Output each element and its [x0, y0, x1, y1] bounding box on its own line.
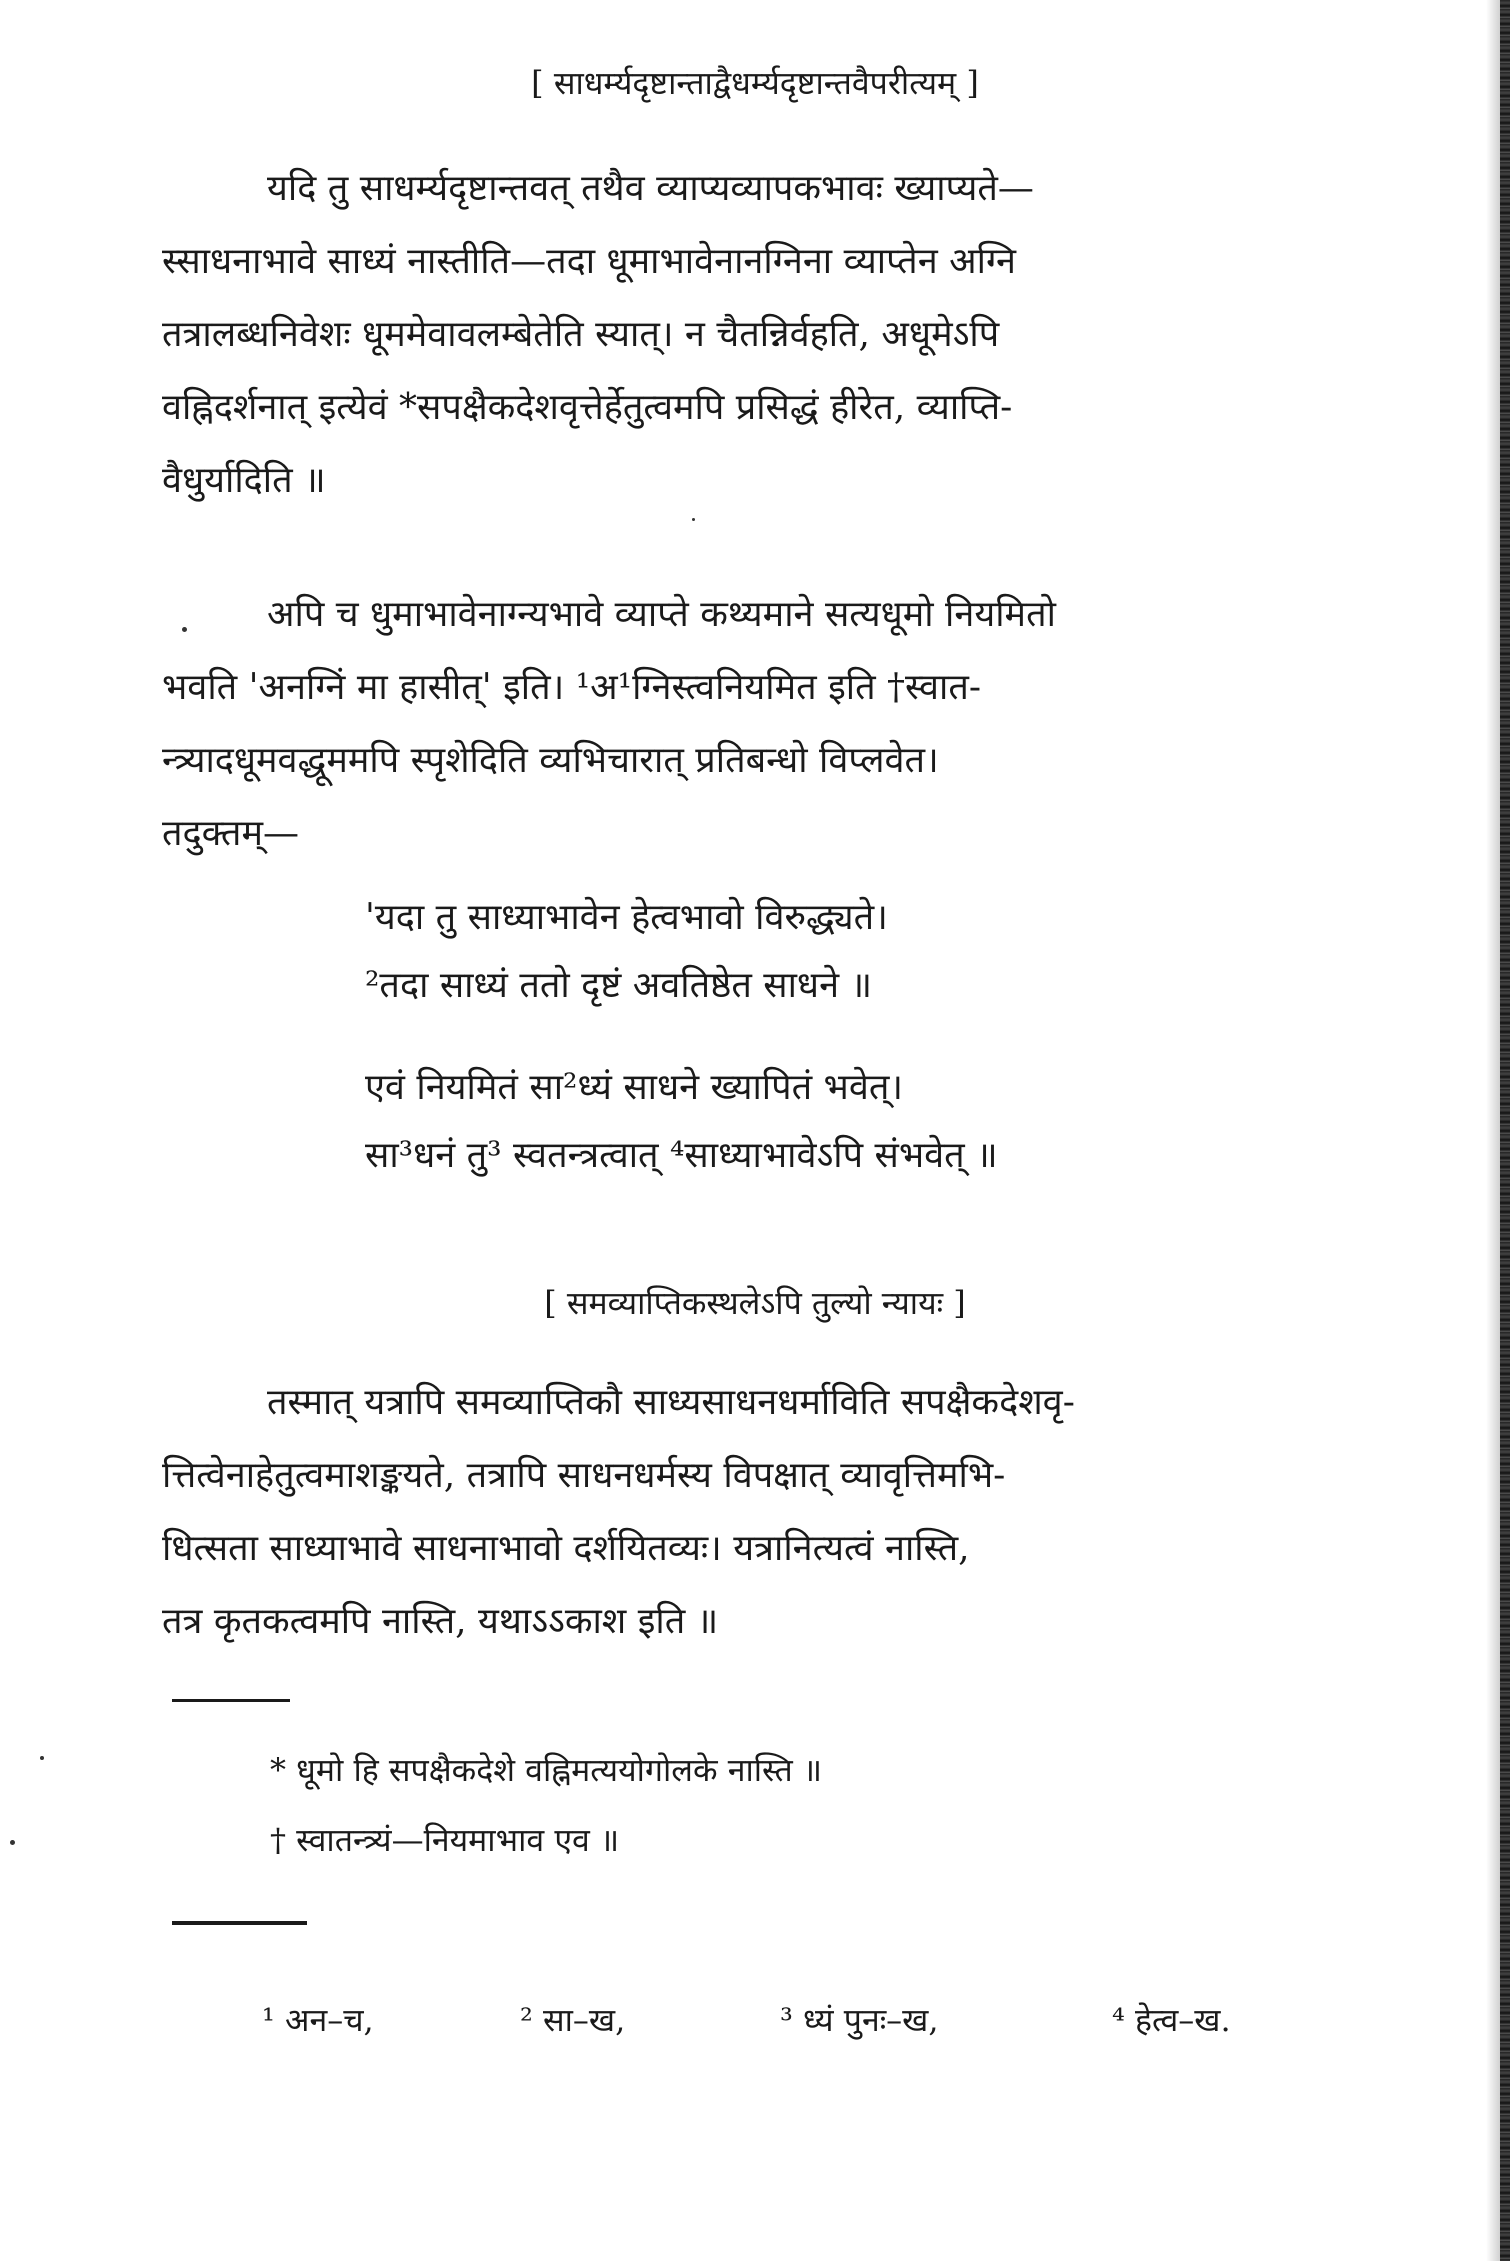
paragraph-2	[162, 578, 1390, 870]
section-heading-1: [ साधर्म्यदृष्टान्ताद्वैधर्म्यदृष्टान्तवैपरीत्यम् ]	[531, 64, 979, 102]
verse-line: ²तदा साध्यं ततो दृष्टं अवतिष्ठेत साधने ॥	[365, 965, 873, 1006]
scan-speck	[40, 1756, 44, 1760]
paragraph-2-line: अपि च धुमाभावेनाग्न्यभावे व्याप्ते कथ्यमाने सत्यधूमो नियमितो	[267, 594, 1056, 635]
paragraph-3-line: तत्र कृतकत्वमपि नास्ति, यथाऽऽकाश इति ॥	[162, 1601, 719, 1642]
variant-reading: ⁴ हेत्व–ख.	[1112, 2001, 1231, 2039]
paragraph-2-line: भवति 'अनग्निं मा हासीत्' इति। ¹अ¹ग्निस्त्वनियमित इति †स्वात-	[162, 667, 982, 708]
verse-line: 'यदा तु साध्याभावेन हेत्वभावो विरुद्ध्यते।	[365, 897, 888, 938]
paragraph-2-line: न्त्र्यादधूमवद्धूममपि स्पृशेदिति व्यभिचारात् प्रतिबन्धो विप्लवेत।	[162, 740, 939, 781]
page-spine-shadow	[1486, 0, 1500, 2261]
paragraph-3-line: तस्मात् यत्रापि समव्याप्तिकौ साध्यसाधनधर्माविति सपक्षैकदेशवृ-	[267, 1382, 1075, 1423]
paragraph-1-line: वह्निदर्शनात् इत्येवं *सपक्षैकदेशवृत्तेर्हेतुत्वमपि प्रसिद्धं हीरेत, व्याप्ति-	[162, 387, 1013, 428]
verse-block-1	[365, 884, 1265, 1020]
variant-reading: ¹ अन–च,	[262, 2001, 374, 2039]
scan-speck	[182, 627, 187, 632]
paragraph-3-line: त्तित्वेनाहेतुत्वमाशङ्कयते, तत्रापि साधनधर्मस्य विपक्षात् व्यावृत्तिमभि-	[162, 1455, 1006, 1496]
paragraph-2-line: तदुक्तम्—	[162, 813, 299, 854]
paragraph-1	[162, 152, 1390, 517]
scan-speck	[692, 518, 695, 521]
paragraph-1-line: यदि तु साधर्म्यदृष्टान्तवत् तथैव व्याप्यव्यापकभावः ख्याप्यते—	[267, 168, 1034, 209]
verse-block-2	[365, 1054, 1265, 1190]
verse-line: एवं नियमितं सा²ध्यं साधने ख्यापितं भवेत्।	[365, 1067, 904, 1108]
variants-separator	[172, 1921, 307, 1925]
paragraph-1-line: वैधुर्यादिति ॥	[162, 460, 326, 501]
variant-reading: ³ ध्यं पुनः–ख,	[780, 2001, 939, 2039]
page-spine-edge	[1500, 0, 1510, 2261]
paragraph-3-line: धित्सता साध्याभावे साधनाभावो दर्शयितव्यः। यत्रानित्यत्वं नास्ति,	[162, 1528, 970, 1569]
footnote-separator	[172, 1699, 290, 1702]
variant-reading: ² सा–ख,	[520, 2001, 626, 2039]
footnote-asterisk: * धूमो हि सपक्षैकदेशे वह्निमत्ययोगोलके नास्ति ॥	[270, 1751, 823, 1789]
paragraph-1-line: तत्रालब्धनिवेशः धूममेवावलम्बेतेति स्यात्। न चैतन्निर्वहति, अधूमेऽपि	[162, 314, 1000, 355]
paragraph-1-line: स्साधनाभावे साध्यं नास्तीति—तदा धूमाभावेनानग्निना व्याप्तेन अग्नि	[162, 241, 1017, 282]
section-heading-2: [ समव्याप्तिकस्थलेऽपि तुल्यो न्यायः ]	[544, 1284, 966, 1322]
paragraph-3	[162, 1366, 1390, 1658]
scan-speck	[10, 1840, 15, 1845]
verse-line: सा³धनं तु³ स्वतन्त्रत्वात् ⁴साध्याभावेऽपि संभवेत् ॥	[365, 1135, 998, 1176]
footnote-dagger: † स्वातन्त्र्यं—नियमाभाव एव ॥	[270, 1821, 620, 1859]
